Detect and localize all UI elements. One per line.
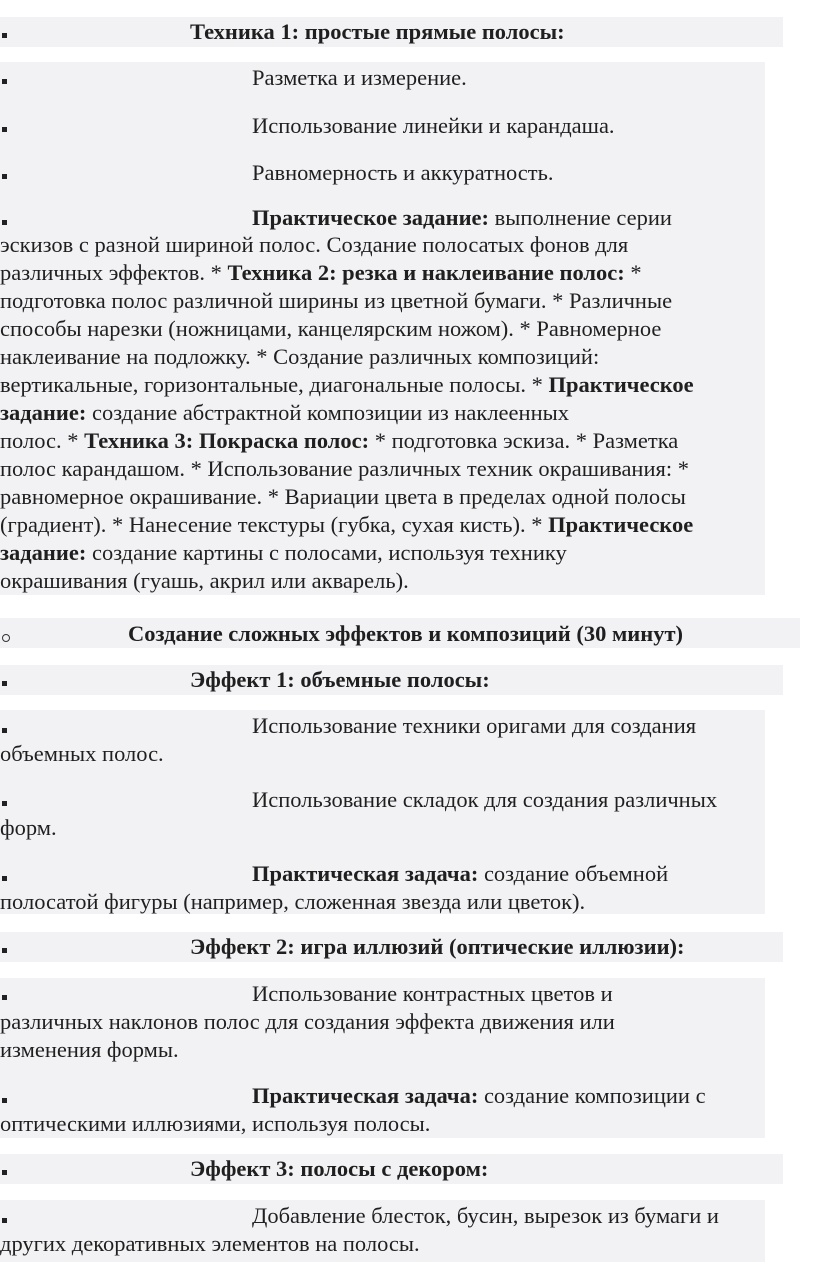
task-line: полосатой фигуры (например, сложенная звезда или цветок). <box>0 889 586 914</box>
practice-paragraph-line: задание: создание абстрактной композиции из наклеенных <box>0 400 569 425</box>
list-item: Разметка и измерение. <box>252 65 467 90</box>
task-line: Практическая задача: создание композиции с <box>252 1083 706 1108</box>
square-bullet-icon <box>2 995 7 1000</box>
practice-paragraph-line: полос. * Техника 3: Покраска полос: * подготовка эскиза. * Разметка <box>0 428 679 453</box>
task-line: оптическими иллюзиями, используя полосы. <box>0 1111 431 1136</box>
practice-paragraph-line: способы нарезки (ножницами, канцелярским ножом). * Равномерное <box>0 316 662 341</box>
practice-paragraph-line: равномерное окрашивание. * Вариации цвета в пределах одной полосы <box>0 484 686 509</box>
technique1-heading: Техника 1: простые прямые полосы: <box>190 19 565 44</box>
list-item: объемных полос. <box>0 741 164 766</box>
practice-paragraph-line: задание: создание картины с полосами, используя технику <box>0 540 567 565</box>
effect3-heading: Эффект 3: полосы с декором: <box>190 1156 489 1181</box>
list-item: изменения формы. <box>0 1037 179 1062</box>
section-heading: Создание сложных эффектов и композиций (30 минут) <box>128 621 684 646</box>
square-bullet-icon <box>2 127 7 132</box>
practice-paragraph-line: вертикальные, горизонтальные, диагональные полосы. * Практическое <box>0 372 694 397</box>
square-bullet-icon <box>2 174 7 179</box>
square-bullet-icon <box>2 79 7 84</box>
circle-bullet-icon <box>2 634 10 642</box>
square-bullet-icon <box>2 33 7 38</box>
practice-paragraph-line: окрашивания (гуашь, акрил или акварель). <box>0 568 409 593</box>
list-item: Использование техники оригами для создания <box>252 713 697 738</box>
list-item: различных наклонов полос для создания эффекта движения или <box>0 1009 615 1034</box>
square-bullet-icon <box>2 801 7 806</box>
square-bullet-icon <box>2 681 7 686</box>
practice-paragraph-line: различных эффектов. * Техника 2: резка и наклеивание полос: * <box>0 260 642 285</box>
effect1-heading: Эффект 1: объемные полосы: <box>190 667 490 692</box>
practice-paragraph-line: Практическое задание: выполнение серии <box>252 205 672 230</box>
practice-paragraph-line: (градиент). * Нанесение текстуры (губка, сухая кисть). * Практическое <box>0 512 694 537</box>
task-line: Практическая задача: создание объемной <box>252 861 669 886</box>
square-bullet-icon <box>2 876 7 881</box>
square-bullet-icon <box>2 1170 7 1175</box>
list-item: Равномерность и аккуратность. <box>252 160 554 185</box>
square-bullet-icon <box>2 220 7 225</box>
practice-paragraph-line: подготовка полос различной ширины из цветной бумаги. * Различные <box>0 288 673 313</box>
square-bullet-icon <box>2 948 7 953</box>
practice-paragraph-line: наклеивание на подложку. * Создание различных композиций: <box>0 344 600 369</box>
list-item: Использование линейки и карандаша. <box>252 113 615 138</box>
list-item: Использование контрастных цветов и <box>252 981 613 1006</box>
list-item: Использование складок для создания различных <box>252 787 718 812</box>
list-item: других декоративных элементов на полосы. <box>0 1231 420 1256</box>
square-bullet-icon <box>2 1218 7 1223</box>
effect2-heading: Эффект 2: игра иллюзий (оптические иллюзии): <box>190 934 685 959</box>
list-item: форм. <box>0 815 57 840</box>
square-bullet-icon <box>2 1098 7 1103</box>
practice-paragraph-line: эскизов с разной шириной полос. Создание полосатых фонов для <box>0 232 629 257</box>
square-bullet-icon <box>2 728 7 733</box>
list-item: Добавление блесток, бусин, вырезок из бумаги и <box>252 1203 719 1228</box>
practice-paragraph-line: полос карандашом. * Использование различных техник окрашивания: * <box>0 456 689 481</box>
